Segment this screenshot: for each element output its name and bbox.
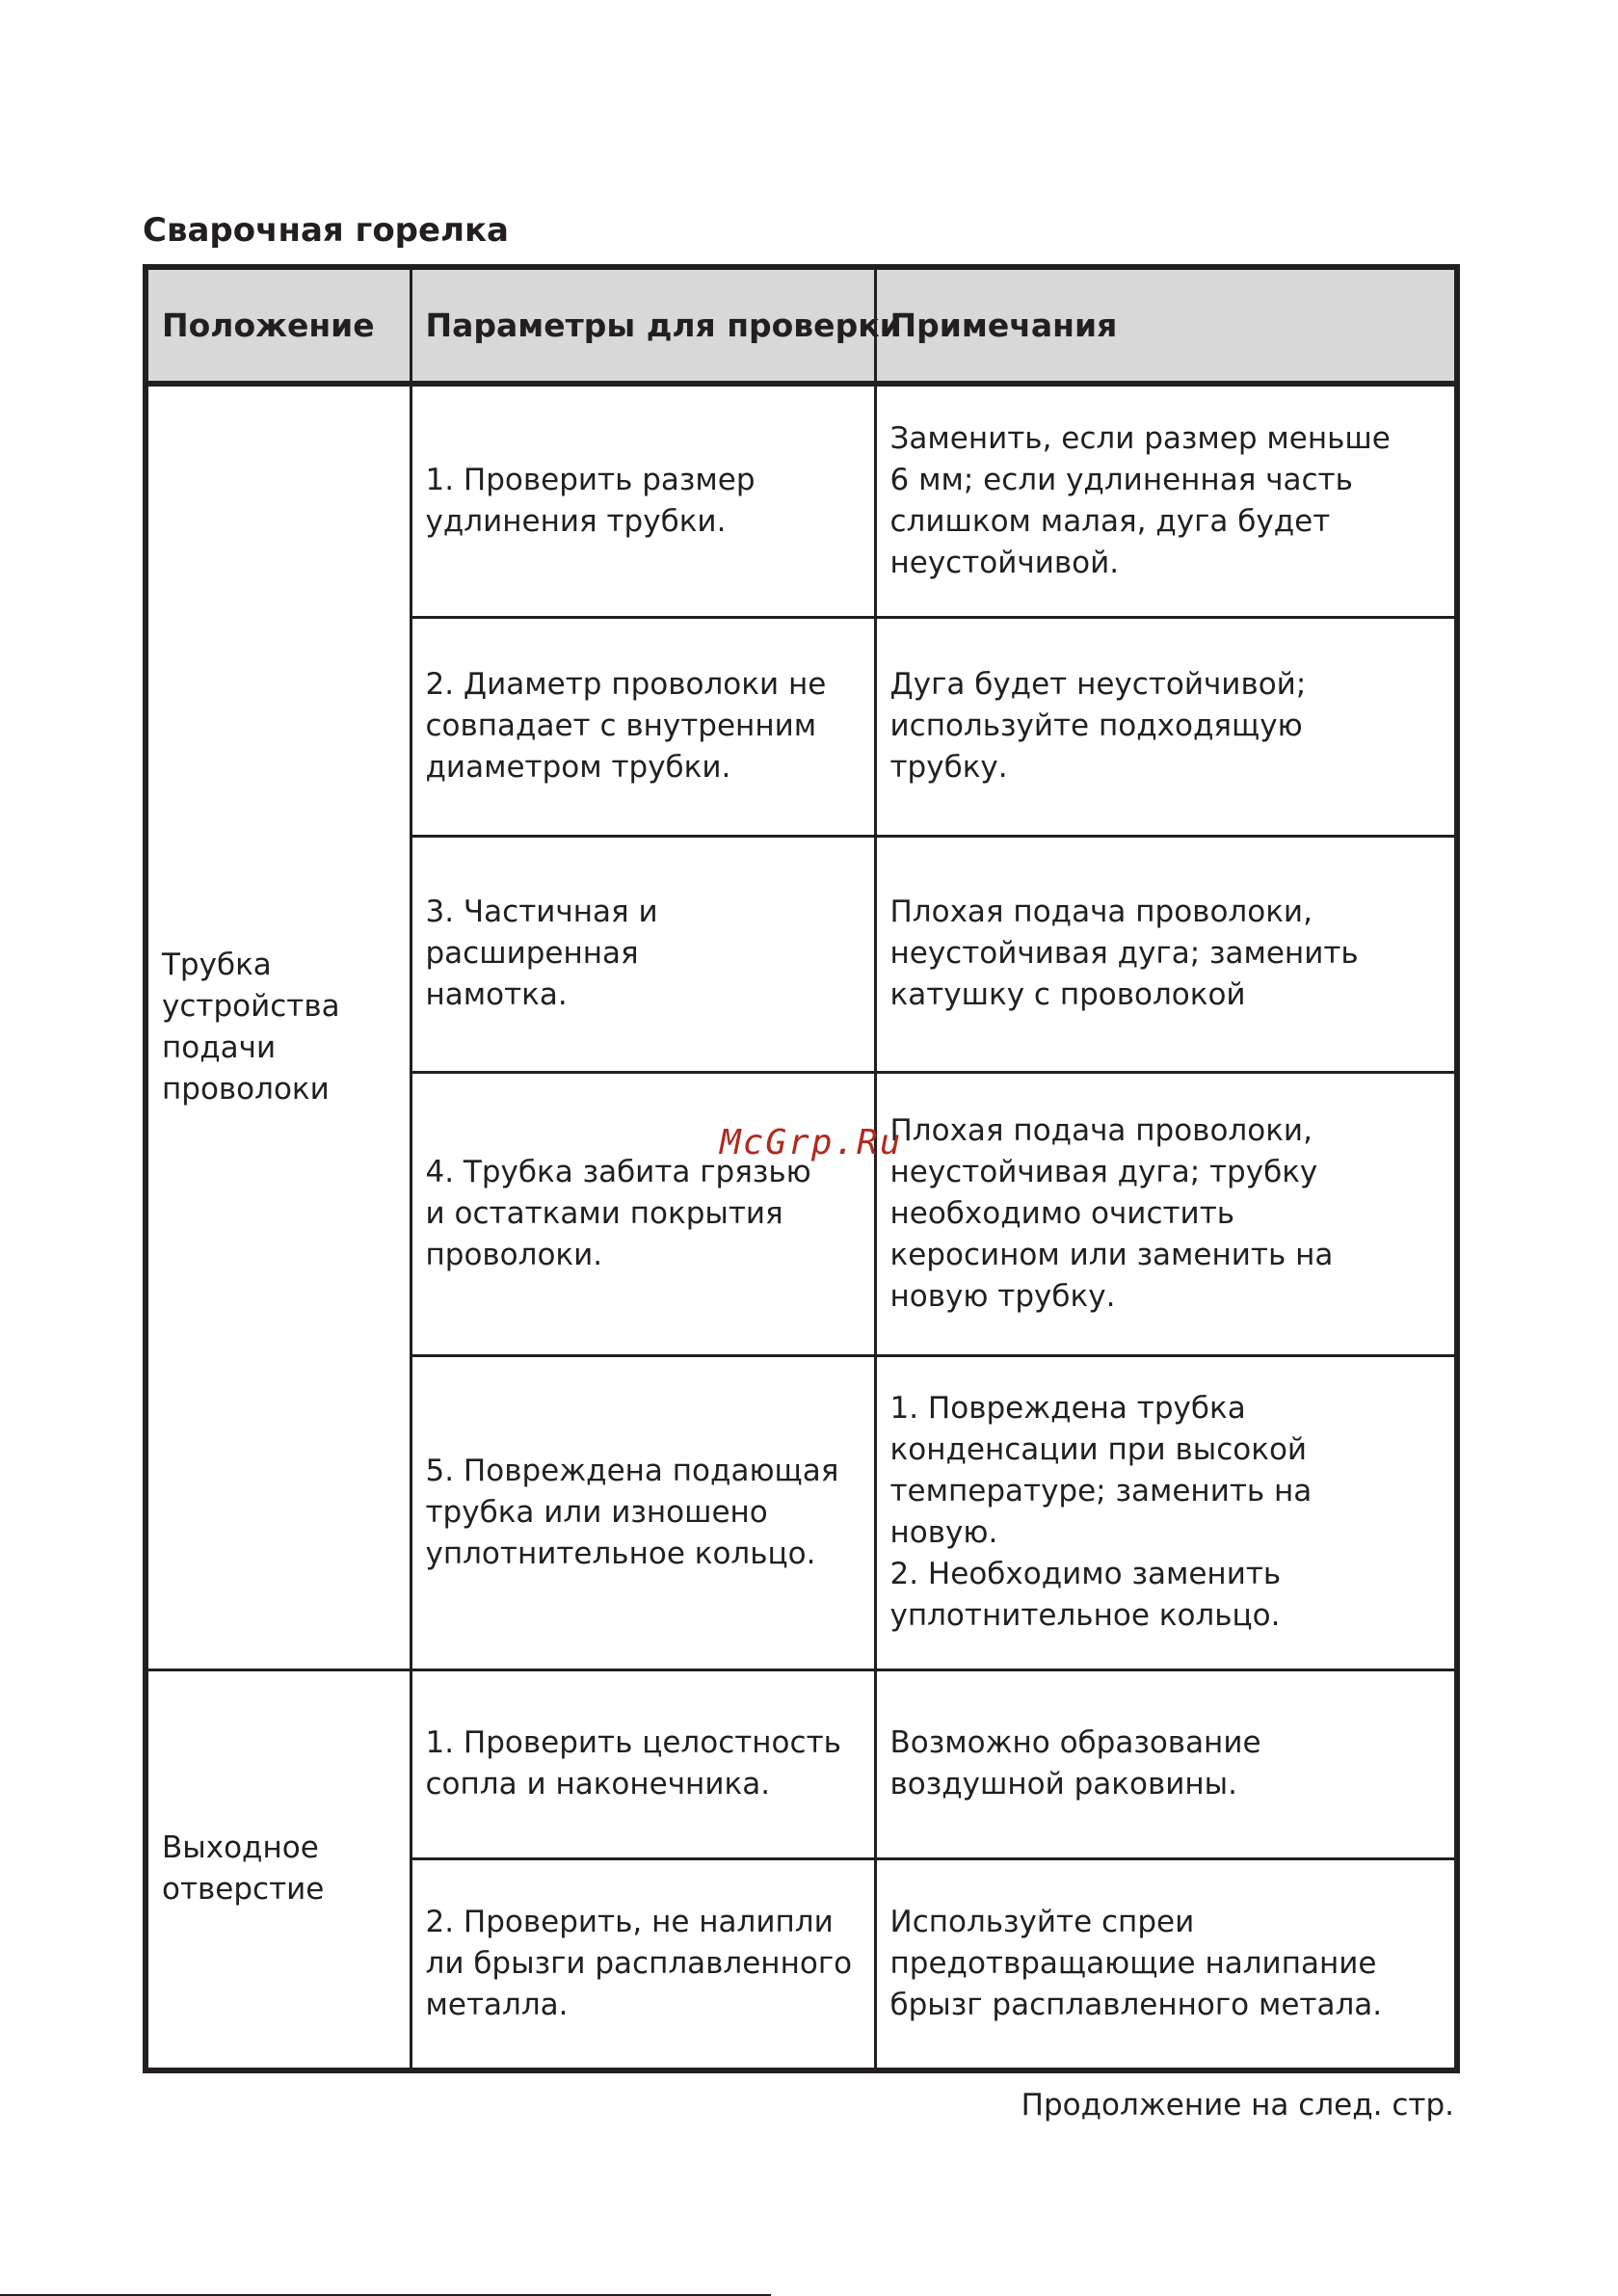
- position-cell: [146, 1669, 411, 2070]
- note-text: Используйте спреи предотвращающие налипание брызг расплавленного метала.: [889, 1904, 1383, 2022]
- param-cell: [411, 836, 875, 1072]
- param-text: 2. Проверить, не налипли ли брызги расплавленного металла.: [425, 1904, 853, 2022]
- header-position: Положение: [146, 267, 411, 384]
- note-cell: [875, 836, 1457, 1072]
- note-text: Дуга будет неустойчивой; используйте подходящую трубку.: [889, 667, 1307, 785]
- continued-note: Продолжение на след. стр.: [1021, 2088, 1454, 2122]
- param-cell: [411, 617, 875, 836]
- param-cell: [411, 1355, 875, 1669]
- page-title: Сварочная горелка: [143, 211, 509, 250]
- note-text: 1. Повреждена трубка конденсации при высокой температуре; заменить на новую. 2. Необходимо заменить уплотнительное кольцо.: [889, 1391, 1313, 1633]
- header-parameters: Параметры для проверки: [411, 267, 875, 384]
- note-cell: [875, 1858, 1457, 2070]
- param-text: 5. Повреждена подающая трубка или изношено уплотнительное кольцо.: [425, 1453, 839, 1571]
- note-text: Плохая подача проволоки, неустойчивая дуга; трубку необходимо очистить керосином или заменить на новую трубку.: [889, 1112, 1334, 1314]
- note-cell: [875, 384, 1457, 617]
- note-cell: [875, 1669, 1457, 1858]
- position-text: Трубка устройства подачи проволоки: [162, 947, 340, 1107]
- table-row: [146, 1669, 1457, 1858]
- param-text: 1. Проверить размер удлинения трубки.: [425, 462, 756, 539]
- param-cell: [411, 1858, 875, 2070]
- param-text: 3. Частичная и расширенная намотка.: [425, 894, 658, 1012]
- position-text: Выходное отверстие: [162, 1830, 325, 1908]
- note-text: Плохая подача проволоки, неустойчивая дуга; заменить катушку с проволокой: [889, 894, 1359, 1012]
- param-text: 2. Диаметр проволоки не совпадает с внутренним диаметром трубки.: [425, 667, 827, 785]
- watermark: McGrp.Ru: [720, 1123, 903, 1162]
- table-row: [146, 384, 1457, 617]
- param-text: 4. Трубка забита грязью и остатками покрытия проволоки.: [425, 1154, 811, 1272]
- param-text: 1. Проверить целостность сопла и наконечника.: [425, 1725, 841, 1802]
- position-cell: [146, 384, 411, 1669]
- param-cell: [411, 1072, 875, 1355]
- note-cell: [875, 1072, 1457, 1355]
- note-cell: [875, 617, 1457, 836]
- note-cell: [875, 1355, 1457, 1669]
- note-text: Заменить, если размер меньше 6 мм; если удлиненная часть слишком малая, дуга будет неустойчивой.: [889, 420, 1391, 580]
- note-text: Возможно образование воздушной раковины.: [889, 1725, 1261, 1802]
- param-cell: [411, 1669, 875, 1858]
- inspection-table: [143, 264, 1460, 2073]
- param-cell: [411, 384, 875, 617]
- header-notes: Примечания: [875, 267, 1457, 384]
- table-header-row: [146, 267, 1457, 384]
